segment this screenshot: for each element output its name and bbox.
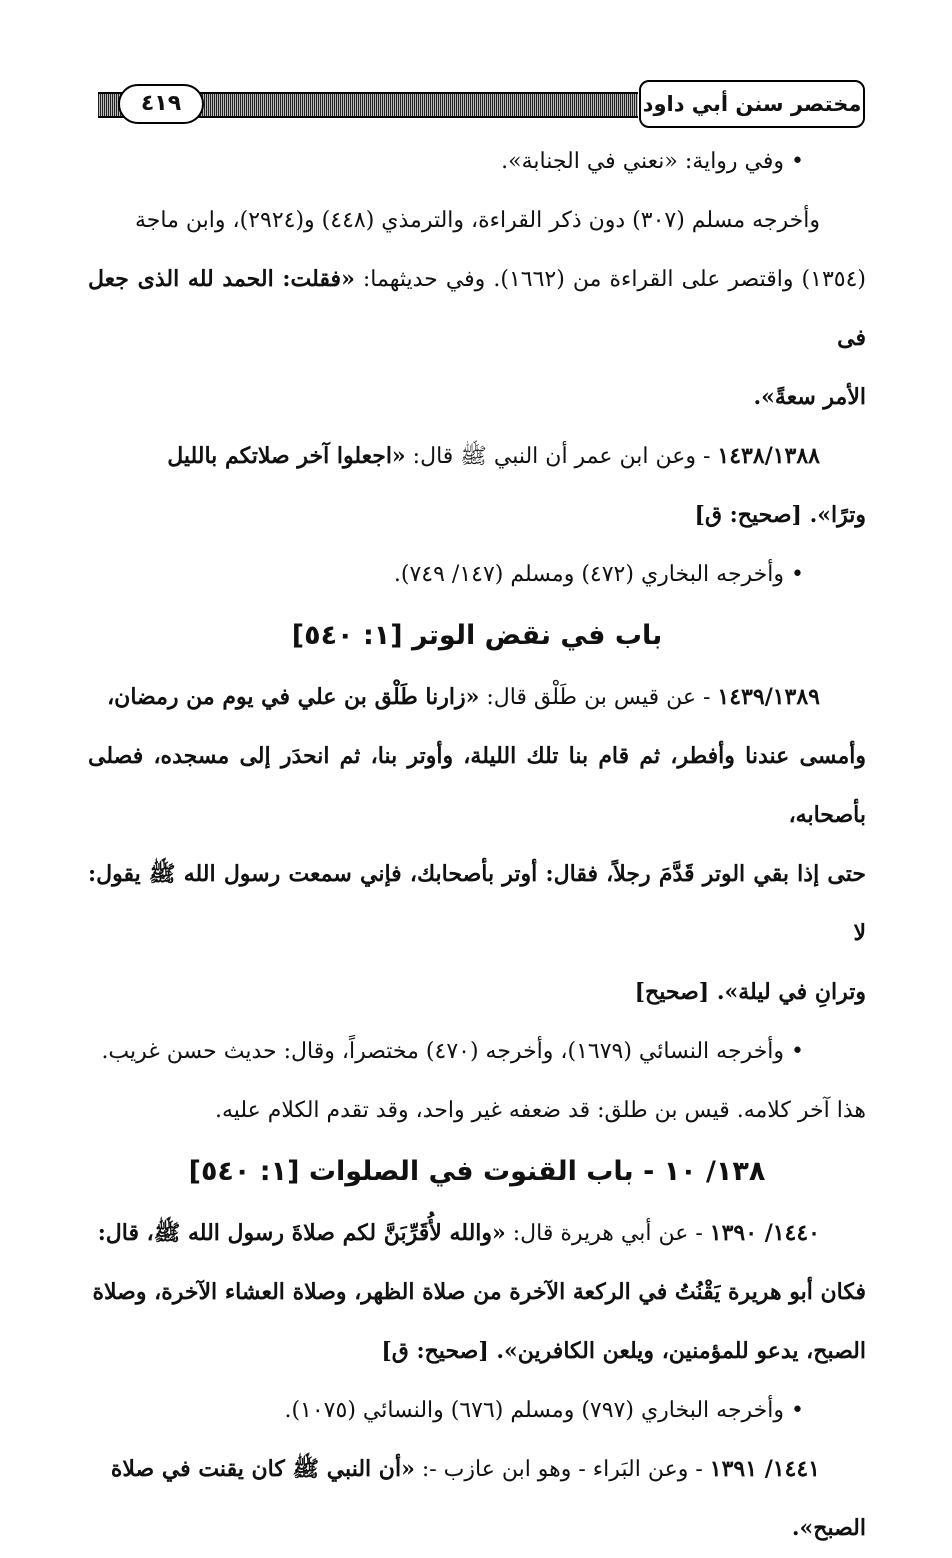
hadith-1438-isnad: - وعن ابن عمر أن النبي ﷺ قال: — [405, 444, 718, 469]
line-16-text: الصبح، يدعو للمؤمنين، ويلعن الكافرين». — [488, 1338, 866, 1364]
page-body — [88, 132, 866, 1558]
hadith-1440-matn: «والله لأُقَرِّبَنَّ لكم صلاةَ رسول الله ﷺ، قال: — [97, 1220, 506, 1246]
hadith-1439-matn: «زارنا طَلْق بن علي في يوم من رمضان، — [107, 684, 480, 710]
line-7: • وأخرجه البخاري (٤٧٢) ومسلم (١٤٧/ ٧٤٩). — [393, 562, 804, 587]
page-header — [98, 80, 865, 128]
page-number: ٤١٩ — [118, 84, 204, 124]
hadith-1440-isnad: - عن أبي هريرة قال: — [505, 1221, 710, 1246]
line-4: الأمر سعةً». — [753, 384, 866, 410]
line-3-quote: «فقلت: الحمد لله الذى جعل فى — [88, 266, 866, 351]
grade-label: [صحيح: ق] — [381, 1338, 489, 1364]
line-11 — [88, 963, 866, 1022]
line-17: • وأخرجه البخاري (٧٩٧) ومسلم (٦٧٦) والنسائي (١٠٧٥). — [284, 1398, 804, 1423]
grade-label: [صحيح] — [634, 979, 710, 1005]
line-3-text: (١٣٥٤) واقتصر على القراءة من (١٦٦٢). وفي حديثهما: — [354, 267, 866, 292]
line-2: وأخرجه مسلم (٣٠٧) دون ذكر القراءة، والترمذي (٤٤٨) و(٢٩٢٤)، وابن ماجة — [135, 208, 820, 233]
line-3 — [88, 250, 866, 368]
hadith-1440-number: ١٤٤٠/ ١٣٩٠ — [709, 1220, 820, 1246]
line-10: حتى إذا بقي الوتر قَدَّمَ رجلاً، فقال: أوتر بأصحابك، فإني سمعت رسول الله ﷺ يقول: لا — [88, 861, 866, 946]
line-12: • وأخرجه النسائي (١٦٧٩)، وأخرجه (٤٧٠) مختصراً، وقال: حديث حسن غريب. — [101, 1039, 804, 1064]
book-title: مختصر سنن أبي داود — [639, 80, 865, 128]
hadith-1441-isnad: - وعن البَراء - وهو ابن عازب -: — [414, 1457, 710, 1482]
hadith-1438-number: ١٤٣٨/١٣٨٨ — [717, 443, 820, 469]
line-11-text: وترانِ في ليلة». — [709, 979, 866, 1005]
line-19: الصبح». — [791, 1515, 866, 1541]
hadith-1438 — [88, 427, 866, 486]
hadith-1441-number: ١٤٤١/ ١٣٩١ — [709, 1456, 820, 1482]
hadith-1439-number: ١٤٣٩/١٣٨٩ — [717, 684, 820, 710]
grade-label: [صحيح: ق] — [694, 502, 802, 528]
hadith-1441 — [88, 1440, 866, 1499]
line-1: • وفي رواية: «نعني في الجنابة». — [501, 149, 804, 174]
hadith-1439-isnad: - عن قيس بن طَلْق قال: — [479, 685, 718, 710]
line-6-text: وترًا». — [801, 502, 866, 528]
line-9: وأمسى عندنا وأفطر، ثم قام بنا تلك الليلة، وأوتر بنا، ثم انحدَر إلى مسجده، فصلى بأصحابه، — [88, 743, 866, 828]
hadith-1440 — [88, 1204, 866, 1263]
line-13: هذا آخر كلامه. قيس بن طلق: قد ضعفه غير واحد، وقد تقدم الكلام عليه. — [214, 1098, 866, 1123]
line-6 — [88, 486, 866, 545]
line-15: فكان أبو هريرة يَقْنُتُ في الركعة الآخرة من صلاة الظهر، وصلاة العشاء الآخرة، وصلاة — [92, 1279, 866, 1305]
hadith-1438-matn: «اجعلوا آخر صلاتكم بالليل — [167, 443, 406, 469]
hadith-1439 — [88, 668, 866, 727]
hadith-1441-matn: «أن النبي ﷺ كان يقنت في صلاة — [110, 1456, 415, 1482]
chapter-heading-witr: باب في نقض الوتر [١: ٥٤٠] — [291, 620, 663, 651]
chapter-heading-qunut: ١٣٨/ ١٠ - باب القنوت في الصلوات [١: ٥٤٠] — [188, 1156, 766, 1187]
line-16 — [88, 1322, 866, 1381]
